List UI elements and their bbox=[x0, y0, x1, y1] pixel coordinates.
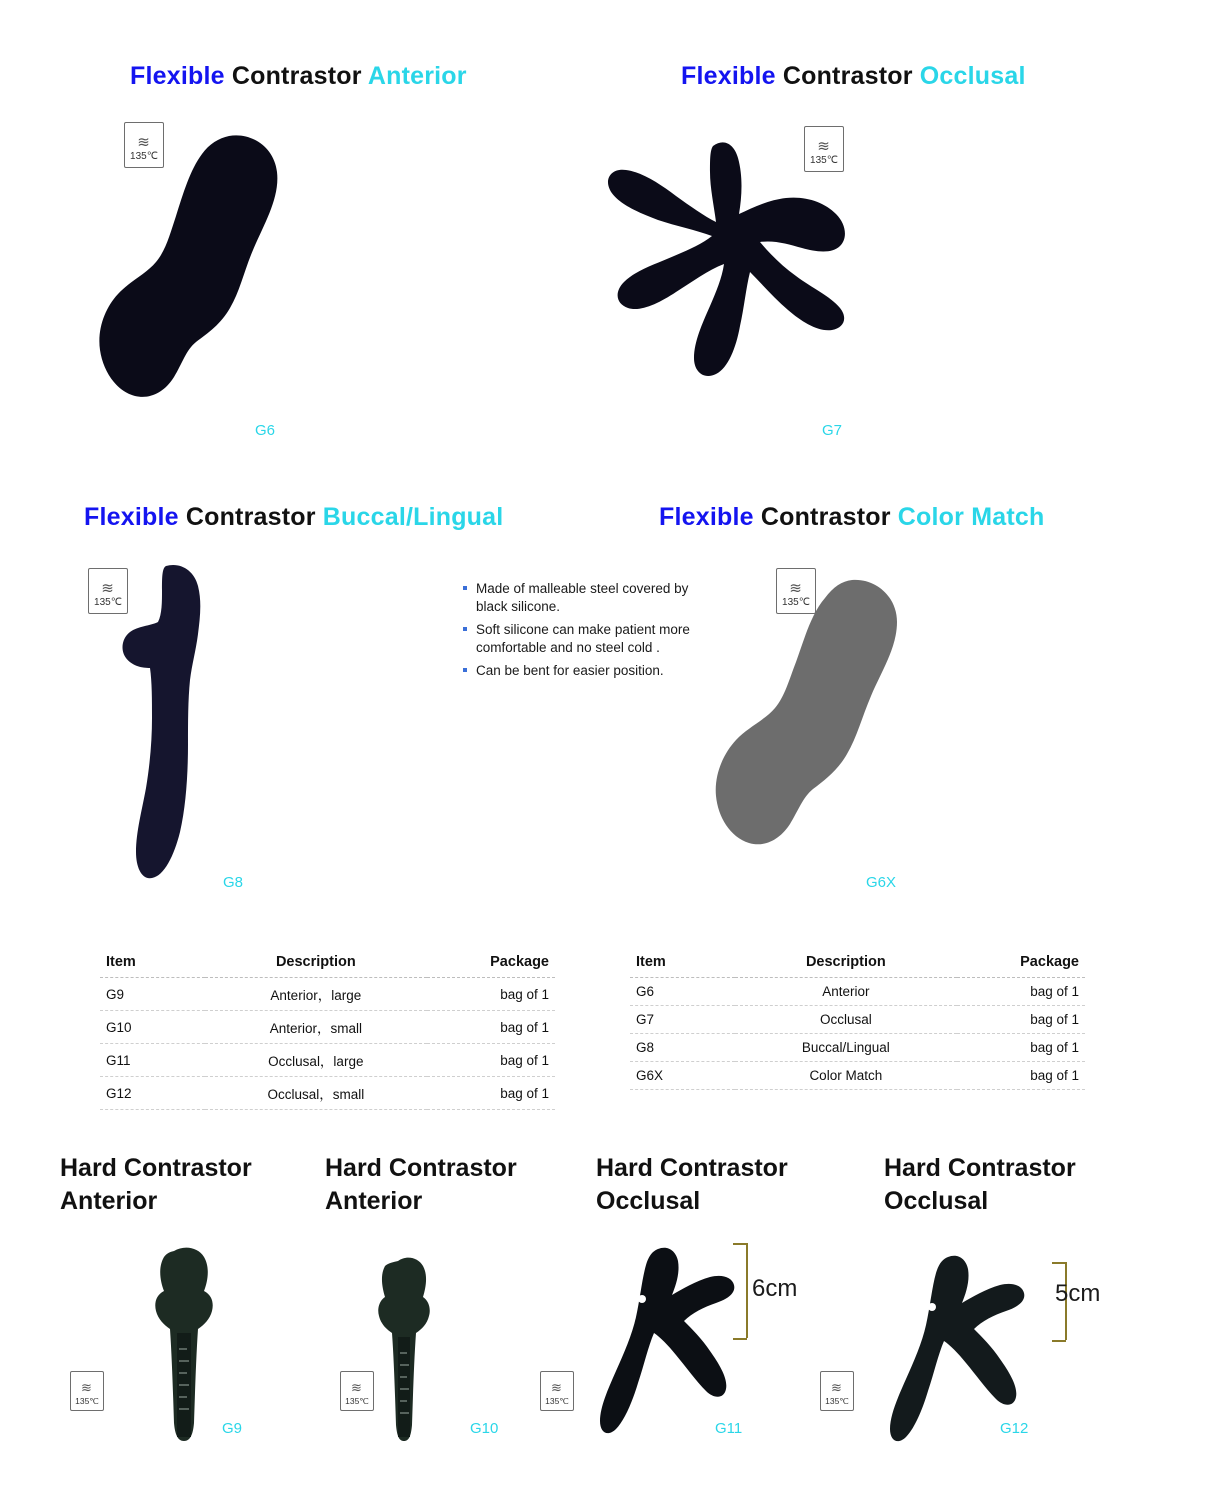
table-header-item: Item bbox=[630, 950, 735, 978]
product-image-g6x bbox=[697, 572, 922, 867]
hard-title-line1: Hard Contrastor bbox=[325, 1154, 517, 1182]
code-g7: G7 bbox=[822, 422, 843, 439]
measure-label-g11: 6cm bbox=[752, 1275, 798, 1302]
title-word-contrastor: Contrastor bbox=[231, 62, 368, 90]
measure-cap-bottom-g12 bbox=[1052, 1340, 1066, 1342]
title-word-flexible: Flexible bbox=[130, 62, 232, 90]
cell-description: Occlusal，large bbox=[205, 1044, 427, 1077]
title-word-type: Anterior bbox=[367, 62, 467, 90]
cell-item: G12 bbox=[100, 1077, 205, 1110]
cell-package: bag of 1 bbox=[957, 978, 1085, 1006]
hard-title-line2: Anterior bbox=[325, 1187, 423, 1215]
table-row bbox=[630, 1034, 1085, 1062]
product-image-g6 bbox=[78, 128, 308, 413]
title-flexible-contrastor-buccal-lingual bbox=[84, 503, 503, 532]
cell-description: Color Match bbox=[735, 1062, 957, 1090]
autoclave-waves-icon: ≋ bbox=[831, 1381, 843, 1396]
hard-title-line1: Hard Contrastor bbox=[884, 1154, 1076, 1182]
title-flexible-contrastor-color-match bbox=[659, 503, 1044, 532]
feature-item: Soft silicone can make patient more comfortable and no steel cold . bbox=[463, 621, 723, 657]
cell-item: G6 bbox=[630, 978, 735, 1006]
product-image-g11 bbox=[598, 1243, 748, 1443]
title-hard-contrastor-anterior-g10 bbox=[325, 1152, 575, 1218]
measure-cap-bottom-g11 bbox=[733, 1338, 747, 1340]
code-g9: G9 bbox=[222, 1420, 243, 1437]
spec-table-hard bbox=[100, 950, 555, 1110]
autoclave-temp-label: 135℃ bbox=[825, 1396, 849, 1406]
product-image-g8 bbox=[118, 560, 228, 890]
autoclave-waves-icon: ≋ bbox=[137, 133, 151, 151]
table-header-package: Package bbox=[427, 950, 555, 978]
cell-description: Anterior，large bbox=[205, 978, 427, 1011]
autoclave-waves-icon: ≋ bbox=[351, 1381, 363, 1396]
table-row bbox=[100, 1044, 555, 1077]
cell-description: Occlusal bbox=[735, 1006, 957, 1034]
title-word-type: Buccal/Lingual bbox=[322, 503, 504, 531]
autoclave-waves-icon: ≋ bbox=[817, 137, 831, 155]
cell-item: G11 bbox=[100, 1044, 205, 1077]
cell-item: G9 bbox=[100, 978, 205, 1011]
autoclave-symbol-g12 bbox=[820, 1371, 854, 1411]
title-word-contrastor: Contrastor bbox=[185, 503, 323, 531]
measure-cap-top-g12 bbox=[1052, 1262, 1066, 1264]
cell-item: G10 bbox=[100, 1011, 205, 1044]
autoclave-temp-label: 135℃ bbox=[94, 597, 122, 608]
cell-description: Anterior，small bbox=[205, 1011, 427, 1044]
product-image-g9 bbox=[150, 1245, 220, 1445]
table-row bbox=[100, 1011, 555, 1044]
cell-item: G7 bbox=[630, 1006, 735, 1034]
table-row bbox=[630, 1006, 1085, 1034]
title-flexible-contrastor-occlusal bbox=[681, 62, 1026, 91]
measure-label-g12: 5cm bbox=[1055, 1280, 1101, 1307]
cell-item: G8 bbox=[630, 1034, 735, 1062]
code-g11: G11 bbox=[715, 1420, 743, 1437]
hard-title-line1: Hard Contrastor bbox=[596, 1154, 788, 1182]
cell-package: bag of 1 bbox=[427, 978, 555, 1011]
autoclave-symbol-g11 bbox=[540, 1371, 574, 1411]
feature-item: Made of malleable steel covered by black silicone. bbox=[463, 580, 723, 616]
title-word-flexible: Flexible bbox=[84, 503, 186, 531]
feature-item: Can be bent for easier position. bbox=[463, 662, 723, 680]
product-image-g7 bbox=[600, 130, 885, 395]
autoclave-temp-label: 135℃ bbox=[130, 151, 158, 162]
code-g10: G10 bbox=[470, 1420, 499, 1437]
title-hard-contrastor-occlusal-g11 bbox=[596, 1152, 846, 1218]
autoclave-temp-label: 135℃ bbox=[545, 1396, 569, 1406]
title-flexible-contrastor-anterior bbox=[130, 62, 467, 91]
cell-package: bag of 1 bbox=[427, 1077, 555, 1110]
table-row bbox=[630, 978, 1085, 1006]
product-image-g10 bbox=[378, 1255, 438, 1445]
cell-package: bag of 1 bbox=[427, 1011, 555, 1044]
hard-title-line2: Anterior bbox=[60, 1187, 158, 1215]
hard-title-line2: Occlusal bbox=[596, 1187, 701, 1215]
cell-package: bag of 1 bbox=[427, 1044, 555, 1077]
autoclave-waves-icon: ≋ bbox=[789, 579, 803, 597]
autoclave-temp-label: 135℃ bbox=[75, 1396, 99, 1406]
autoclave-waves-icon: ≋ bbox=[551, 1381, 563, 1396]
cell-description: Anterior bbox=[735, 978, 957, 1006]
code-g6x: G6X bbox=[866, 874, 897, 891]
autoclave-temp-label: 135℃ bbox=[810, 155, 838, 166]
autoclave-symbol-g9 bbox=[70, 1371, 104, 1411]
autoclave-symbol-g10 bbox=[340, 1371, 374, 1411]
cell-description: Buccal/Lingual bbox=[735, 1034, 957, 1062]
cell-package: bag of 1 bbox=[957, 1006, 1085, 1034]
title-hard-contrastor-anterior-g9 bbox=[60, 1152, 310, 1218]
title-word-type: Color Match bbox=[897, 503, 1045, 531]
code-g8: G8 bbox=[223, 874, 244, 891]
hard-title-line1: Hard Contrastor bbox=[60, 1154, 252, 1182]
cell-item: G6X bbox=[630, 1062, 735, 1090]
table-row bbox=[100, 978, 555, 1011]
table-header-package: Package bbox=[957, 950, 1085, 978]
title-hard-contrastor-occlusal-g12 bbox=[884, 1152, 1134, 1218]
title-word-flexible: Flexible bbox=[681, 62, 783, 90]
autoclave-temp-label: 135℃ bbox=[782, 597, 810, 608]
table-header-row bbox=[100, 950, 555, 978]
product-image-g12 bbox=[890, 1253, 1035, 1448]
table-row bbox=[100, 1077, 555, 1110]
table-row bbox=[630, 1062, 1085, 1090]
autoclave-temp-label: 135℃ bbox=[345, 1396, 369, 1406]
spec-table-flexible bbox=[630, 950, 1085, 1090]
table-header-item: Item bbox=[100, 950, 205, 978]
table-header-description: Description bbox=[205, 950, 427, 978]
autoclave-waves-icon: ≋ bbox=[101, 579, 115, 597]
cell-package: bag of 1 bbox=[957, 1062, 1085, 1090]
measure-line-g11 bbox=[746, 1243, 748, 1338]
title-word-contrastor: Contrastor bbox=[782, 62, 920, 90]
measure-cap-top-g11 bbox=[733, 1243, 747, 1245]
table-header-description: Description bbox=[735, 950, 957, 978]
feature-list bbox=[463, 580, 723, 685]
code-g12: G12 bbox=[1000, 1420, 1029, 1437]
title-word-contrastor: Contrastor bbox=[760, 503, 898, 531]
code-g6: G6 bbox=[255, 422, 276, 439]
title-word-type: Occlusal bbox=[919, 62, 1026, 90]
cell-description: Occlusal，small bbox=[205, 1077, 427, 1110]
cell-package: bag of 1 bbox=[957, 1034, 1085, 1062]
hard-title-line2: Occlusal bbox=[884, 1187, 989, 1215]
table-header-row bbox=[630, 950, 1085, 978]
title-word-flexible: Flexible bbox=[659, 503, 761, 531]
autoclave-waves-icon: ≋ bbox=[81, 1381, 93, 1396]
